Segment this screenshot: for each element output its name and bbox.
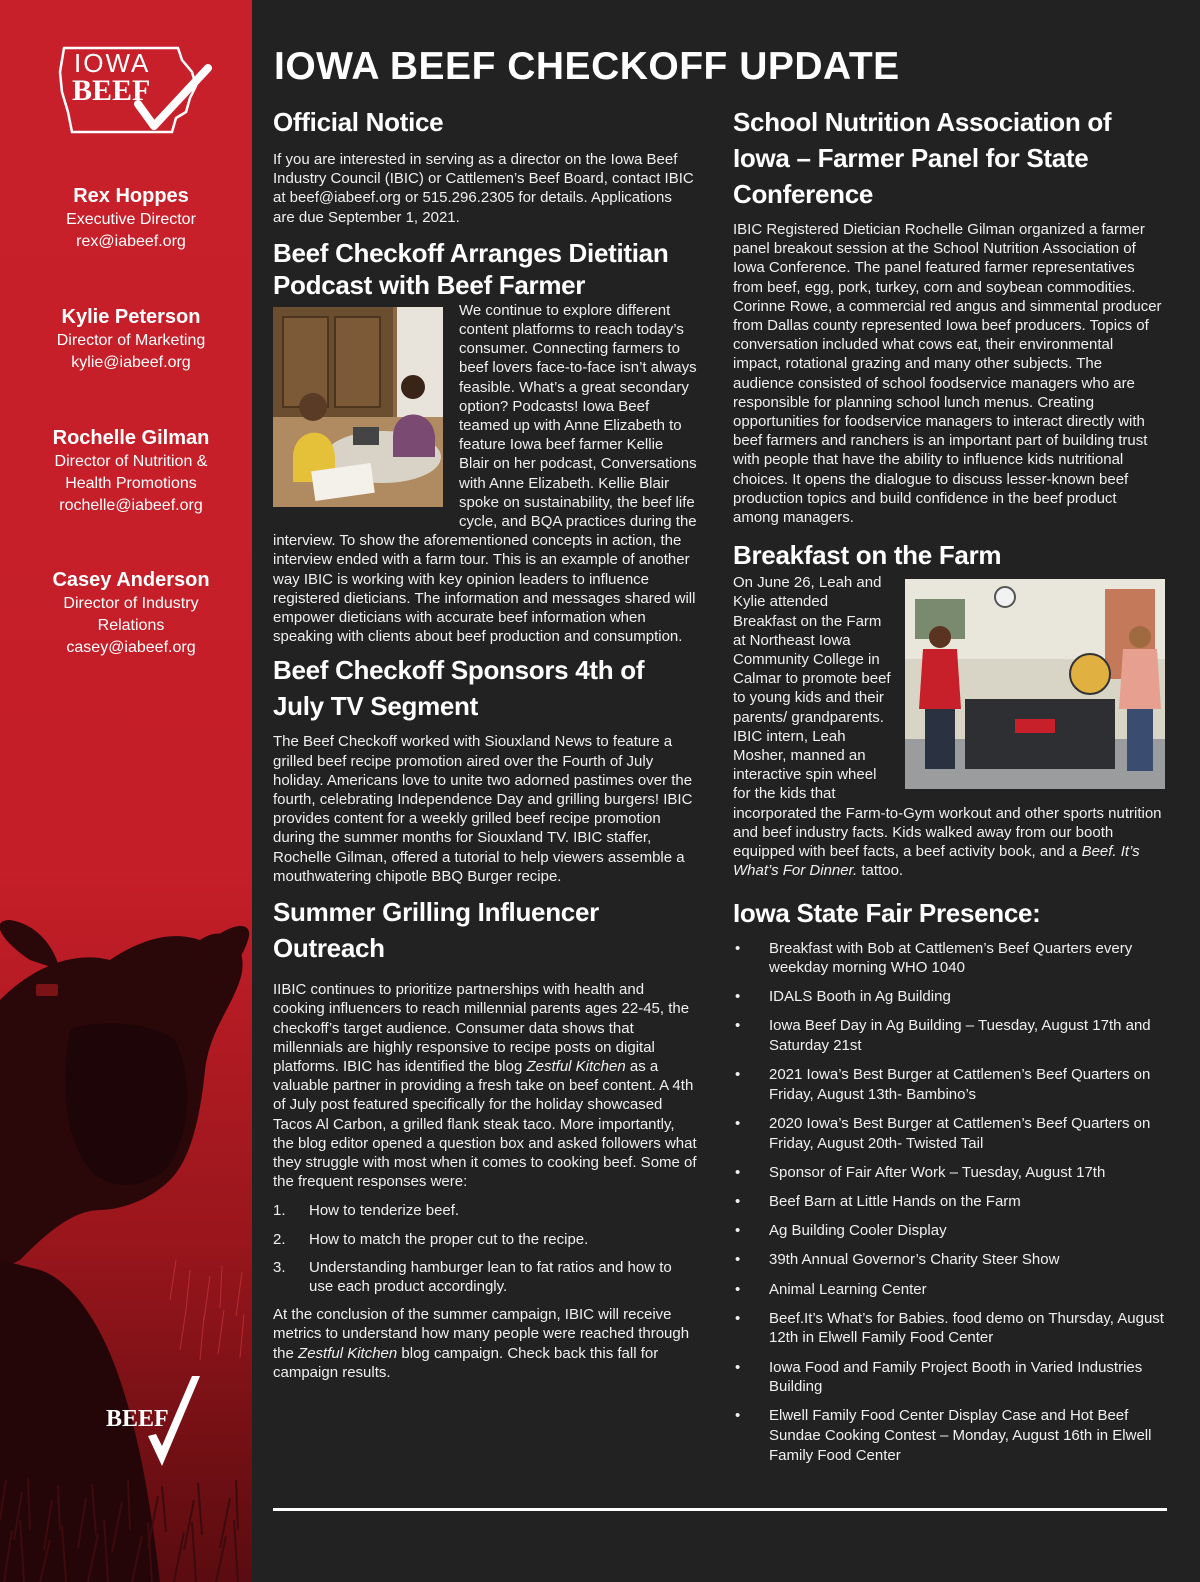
breakfast-section bbox=[733, 537, 1165, 880]
state-fair-section bbox=[733, 895, 1165, 1466]
breakfast-photo bbox=[905, 579, 1165, 789]
blog-name: Zestful Kitchen bbox=[526, 1057, 626, 1075]
podcast-section bbox=[273, 237, 697, 647]
page-title: IOWA BEEF CHECKOFF UPDATE bbox=[274, 45, 900, 88]
list-item: • 39th Annual Governor’s Charity Steer Show bbox=[735, 1251, 1060, 1269]
breakfast-body: On June 26, Leah and Kylie attended Breakfast on the Farm at Northeast Iowa Community College in Calmar to promote beef to young kids and their parents/ grandparents. IBIC intern, Leah Mosher, manned an interactive spin wheel for the kids that incorporated the Farm-to-Gym workout and other sports nutrition and beef industry facts. Kids walked away from our booth equipped with beef facts, a beef activity book, and a Beef. It’s What’s For Dinner. tattoo. bbox=[733, 574, 1162, 880]
iowa-beef-logo bbox=[58, 42, 214, 138]
influencer-closing: At the conclusion of the summer campaign, IBIC will receive metrics to understand how many people were reached through the Zestful Kitchen blog campaign. Check back this fall for campaign results. bbox=[273, 1306, 690, 1381]
logo-text-iowa: IOWA bbox=[74, 48, 151, 78]
contact-email[interactable]: casey@iabeef.org bbox=[66, 639, 196, 656]
school-nutrition-heading: School Nutrition Association of Iowa – Farmer Panel for State Conference bbox=[733, 107, 1112, 209]
breakfast-heading: Breakfast on the Farm bbox=[733, 540, 1002, 571]
contact-role: Executive Director bbox=[66, 211, 196, 228]
list-item: 1. How to tenderize beef. bbox=[273, 1202, 460, 1220]
list-item: • Elwell Family Food Center Display Case and Hot Beef Sundae Cooking Contest – Monday, August 16th in Elwell Family Food Center bbox=[735, 1407, 1152, 1464]
contact-role-line2: Health Promotions bbox=[65, 475, 197, 492]
official-notice-heading: Official Notice bbox=[273, 107, 444, 137]
list-item: • Ag Building Cooler Display bbox=[735, 1222, 947, 1240]
left-column bbox=[273, 104, 697, 1382]
contact-email[interactable]: rex@iabeef.org bbox=[76, 233, 186, 250]
beef-logo-text: BEEF bbox=[106, 1406, 169, 1432]
beef-checkmark-logo bbox=[104, 1376, 200, 1472]
contact-casey-anderson bbox=[0, 567, 252, 659]
contact-role-line2: Relations bbox=[97, 617, 165, 634]
bottom-divider bbox=[273, 1508, 1167, 1511]
influencer-section bbox=[273, 894, 697, 1382]
school-nutrition-body: IBIC Registered Dietician Rochelle Gilman organized a farmer panel breakout session at the School Nutrition Association of Iowa Conference. The panel featured farmer representatives from beef, egg, pork, turkey, corn and soybean commodities. Corinne Rowe, a commercial red angus and simmental producer from Dallas county represented Iowa beef producers. Topics of conversation included what cows eat, their environmental impact, rotational grazing and many other subjects. The audience consisted of school foodservice managers who are responsible for planning school lunch menus. Creating opportunities for foodservice managers to interact directly with beef farmers and ranchers is an important part of building trust with people that have the ability to influence kids nutritional choices. It opens the dialogue to discuss lesser-known beef production topics and build confidence in the beef product among managers. bbox=[733, 221, 1162, 527]
list-item: • Animal Learning Center bbox=[735, 1280, 927, 1298]
contact-name: Casey Anderson bbox=[52, 569, 210, 591]
official-notice-section bbox=[273, 104, 697, 227]
influencer-body: IIBIC continues to prioritize partnerships with health and cooking influencers to reach millennial parents ages 22-45, the checkoff’s target audience. Consumer data shows that millennials are highly responsive to recipe posts on digital platforms. IBIC has identified the blog Zestful Kitchen as a valuable partner in providing a fresh take on beef content. A 4th of July post featured specifically for the holiday showcased Tacos Al Carbon, a grilled flank steak taco. More importantly, the blog editor opened a question box and asked followers what they struggle with most when it comes to cooking beef. Some of the frequent responses were: bbox=[273, 981, 697, 1191]
contact-name: Rochelle Gilman bbox=[52, 427, 210, 449]
contact-role: Director of Marketing bbox=[56, 332, 206, 349]
contact-kylie-peterson bbox=[0, 304, 252, 374]
influencer-heading: Summer Grilling Influencer Outreach bbox=[273, 897, 599, 964]
contact-email[interactable]: rochelle@iabeef.org bbox=[59, 497, 203, 514]
podcast-body: We continue to explore different content platforms to reach today’s consumer. Connecting farmers to beef lovers face-to-face isn’t always feasible. What’s a great secondary option? Podcasts! Iowa Beef teamed up with Anne Elizabeth to feature Iowa beef farmer Kellie Blair on her podcast, Conversations with Anne Elizabeth. Kellie Blair spoke on sustainability, the beef life cycle, and BQA practices during the interview. To show the aforementioned concepts in action, the interview ended with a farm tour. This is an example of another way IBIC is working with key opinion leaders to influence registered dieticians. The information and messages shared will empower dieticians with accurate beef information when speaking with clients about beef production and consumption. bbox=[273, 301, 697, 646]
cow-photo bbox=[0, 880, 252, 1582]
tagline: Beef. It’s What’s For Dinner. bbox=[733, 843, 1140, 880]
contact-name: Rex Hoppes bbox=[73, 185, 189, 207]
podcast-heading: Beef Checkoff Arranges Dietitian Podcast with Beef Farmer bbox=[273, 237, 669, 300]
responses-list bbox=[273, 1201, 697, 1296]
podcast-photo bbox=[273, 307, 443, 507]
school-nutrition-section bbox=[733, 104, 1165, 527]
contact-rex-hoppes bbox=[0, 183, 252, 253]
contact-role: Director of Industry bbox=[63, 595, 199, 612]
tv-segment-heading: Beef Checkoff Sponsors 4th of July TV Segment bbox=[273, 655, 645, 722]
contact-role: Director of Nutrition & bbox=[54, 453, 208, 470]
contact-email[interactable]: kylie@iabeef.org bbox=[71, 354, 191, 371]
list-item: • Beef.It’s What’s for Babies. food demo on Thursday, August 12th in Elwell Family Food Center bbox=[735, 1309, 1164, 1347]
list-item: • Iowa Beef Day in Ag Building – Tuesday, August 17th and Saturday 21st bbox=[735, 1017, 1151, 1055]
sidebar bbox=[0, 0, 252, 1582]
list-item: • Sponsor of Fair After Work – Tuesday, August 17th bbox=[735, 1163, 1106, 1181]
tv-segment-section bbox=[273, 652, 697, 886]
list-item: • Iowa Food and Family Project Booth in Varied Industries Building bbox=[735, 1358, 1143, 1396]
contact-rochelle-gilman bbox=[0, 425, 252, 517]
official-notice-body: If you are interested in serving as a director on the Iowa Beef Industry Council (IBIC) or Cattlemen’s Beef Board, contact IBIC at beef@iabeef.org or 515.296.2305 for details. Applications are due September 1, 2021. bbox=[273, 151, 694, 226]
contact-name: Kylie Peterson bbox=[61, 306, 201, 328]
right-column bbox=[733, 104, 1165, 1475]
state-fair-heading: Iowa State Fair Presence: bbox=[733, 897, 1041, 928]
list-item: 2. How to match the proper cut to the recipe. bbox=[273, 1230, 589, 1248]
list-item: 3. Understanding hamburger lean to fat ratios and how to use each product accordingly. bbox=[273, 1258, 672, 1295]
state-fair-list bbox=[733, 939, 1165, 1466]
tv-segment-body: The Beef Checkoff worked with Siouxland News to feature a grilled beef recipe promotion aired over the Fourth of July holiday. Americans love to unite two adorned pastimes over the fourth, celebrating Independence Day and grilling burgers! IBIC provides content for a weekly grilled beef recipe promotion during the summer months for Siouxland TV. IBIC staffer, Rochelle Gilman, offered a tutorial to help viewers assemble a mouthwatering chipotle BBQ Burger recipe. bbox=[273, 733, 693, 885]
list-item: • Beef Barn at Little Hands on the Farm bbox=[735, 1193, 1021, 1210]
list-item: • 2021 Iowa’s Best Burger at Cattlemen’s Beef Quarters on Friday, August 13th- Bambino’s bbox=[735, 1066, 1151, 1103]
list-item: • 2020 Iowa’s Best Burger at Cattlemen’s Beef Quarters on Friday, August 20th- Twisted Tail bbox=[735, 1115, 1151, 1152]
list-item: • IDALS Booth in Ag Building bbox=[735, 988, 951, 1006]
logo-text-beef: BEEF bbox=[72, 74, 151, 107]
list-item: • Breakfast with Bob at Cattlemen’s Beef Quarters every weekday morning WHO 1040 bbox=[735, 939, 1133, 977]
